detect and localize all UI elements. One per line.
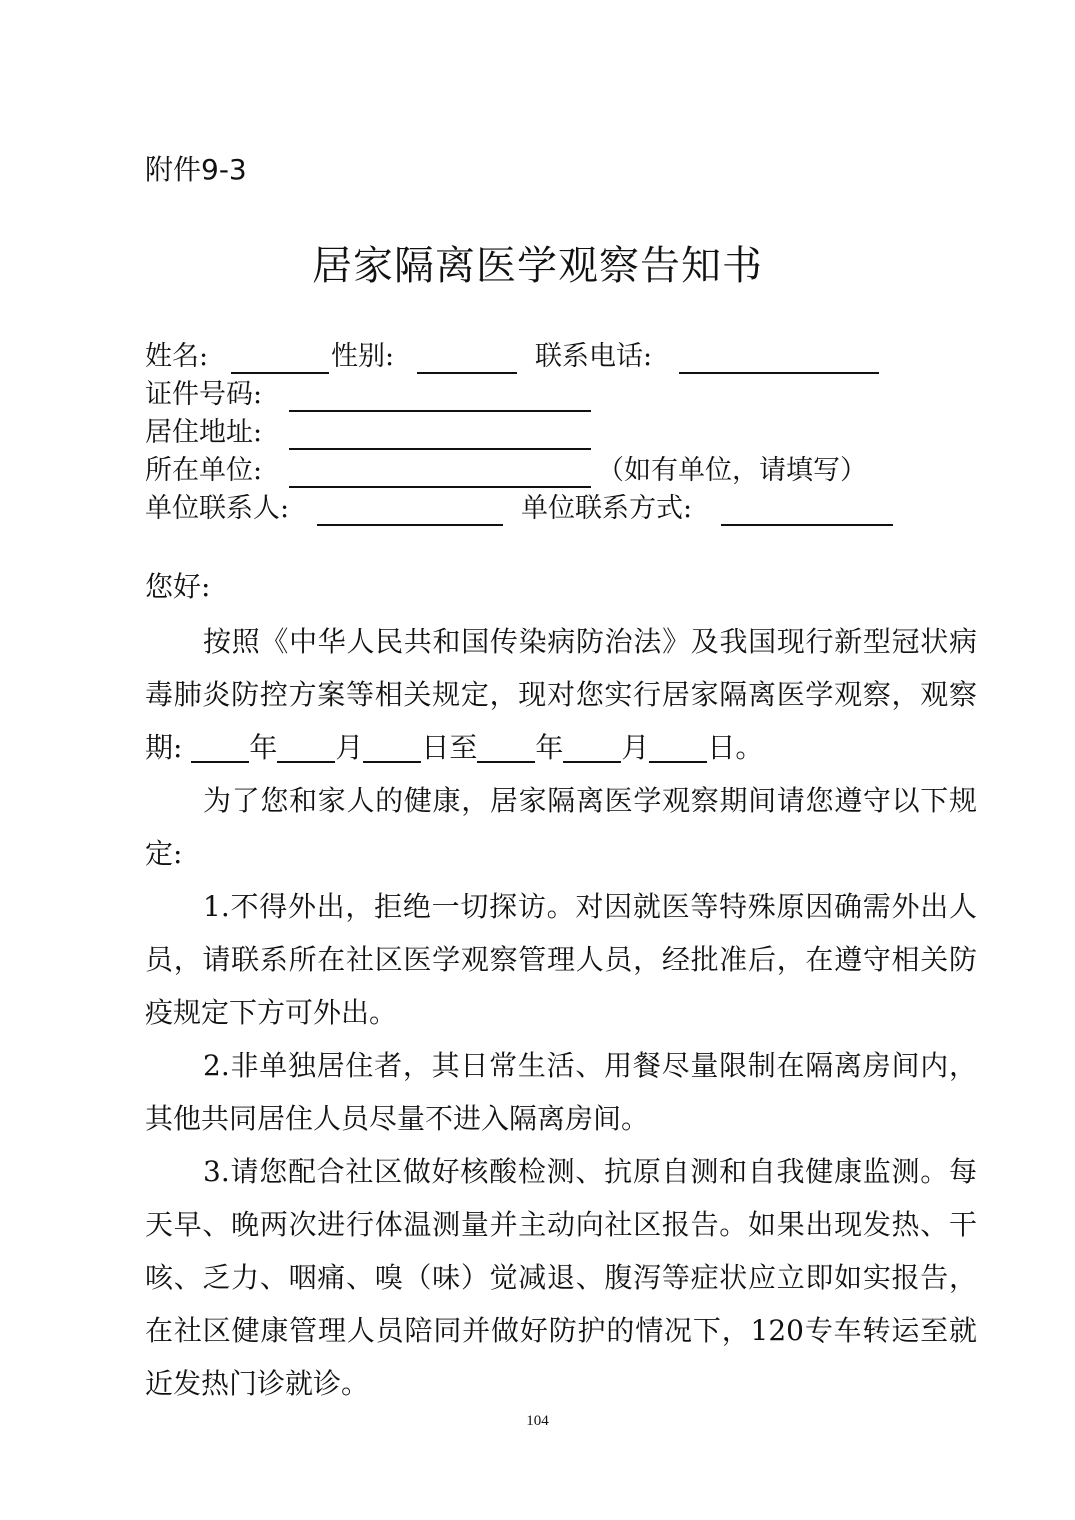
page-number: 104 (526, 1413, 549, 1429)
unit-note: （如有单位，请填写） (597, 455, 867, 486)
phone-blank[interactable] (679, 372, 879, 374)
form-row-unit (145, 452, 985, 490)
paragraph-legal-basis (145, 615, 977, 774)
end-year-label: 年 (535, 731, 564, 764)
end-month-blank[interactable] (563, 731, 621, 763)
attachment-label: 附件9-3 (145, 153, 247, 186)
rule-3: 3.请您配合社区做好核酸检测、抗原自测和自我健康监测。每天早、晚两次进行体温测量并主动向社区报告。如果出现发热、干咳、乏力、咽痛、嗅（味）觉减退、腹泻等症状应立即如实报告，在社区健康管理人员陪同并做好防护的情况下，120专车转运至就近发热门诊就诊。 (145, 1155, 977, 1400)
form-row-address (145, 414, 985, 452)
end-year-blank[interactable] (477, 731, 535, 763)
rule-2: 2.非单独居住者，其日常生活、用餐尽量限制在隔离房间内，其他共同居住人员尽量不进入隔离房间。 (145, 1049, 977, 1135)
form-row-unit-contact (145, 490, 985, 528)
name-label: 姓名: (145, 341, 209, 372)
unit-contact-method-blank[interactable] (721, 524, 893, 526)
start-month-blank[interactable] (277, 731, 335, 763)
start-day-blank[interactable] (363, 731, 421, 763)
paragraph-legal-basis-text: 按照《中华人民共和国传染病防治法》及我国现行新型冠状病毒肺炎防控方案等相关规定，现对您实行居家隔离医学观察，观察期: (145, 625, 977, 764)
greeting: 您好: (145, 570, 211, 603)
end-day-blank[interactable] (649, 731, 707, 763)
letter-body (145, 560, 977, 1410)
gender-blank[interactable] (417, 372, 517, 374)
start-year-label: 年 (249, 731, 278, 764)
form-row-name-gender-phone (145, 338, 985, 376)
start-day-to-label: 日至 (421, 731, 478, 764)
form-row-id (145, 376, 985, 414)
unit-blank[interactable] (289, 486, 591, 488)
address-label: 居住地址: (145, 417, 263, 448)
document-title: 居家隔离医学观察告知书 (312, 243, 763, 289)
rule-1: 1.不得外出，拒绝一切探访。对因就医等特殊原因确需外出人员，请联系所在社区医学观察管理人员，经批准后，在遵守相关防疫规定下方可外出。 (145, 890, 977, 1029)
unit-contact-method-label: 单位联系方式: (521, 493, 693, 524)
phone-label: 联系电话: (535, 341, 653, 372)
unit-contact-blank[interactable] (317, 524, 503, 526)
end-month-label: 月 (621, 731, 650, 764)
end-day-label: 日。 (707, 731, 764, 764)
address-blank[interactable] (289, 448, 591, 450)
id-label: 证件号码: (145, 379, 263, 410)
unit-contact-label: 单位联系人: (145, 493, 290, 524)
start-year-blank[interactable] (191, 731, 249, 763)
paragraph-intro-rules: 为了您和家人的健康，居家隔离医学观察期间请您遵守以下规定: (145, 784, 977, 870)
personal-info-form (145, 338, 985, 528)
start-month-label: 月 (335, 731, 364, 764)
unit-label: 所在单位: (145, 455, 263, 486)
name-blank[interactable] (231, 372, 329, 374)
gender-label: 性别: (331, 341, 395, 372)
id-blank[interactable] (289, 410, 591, 412)
